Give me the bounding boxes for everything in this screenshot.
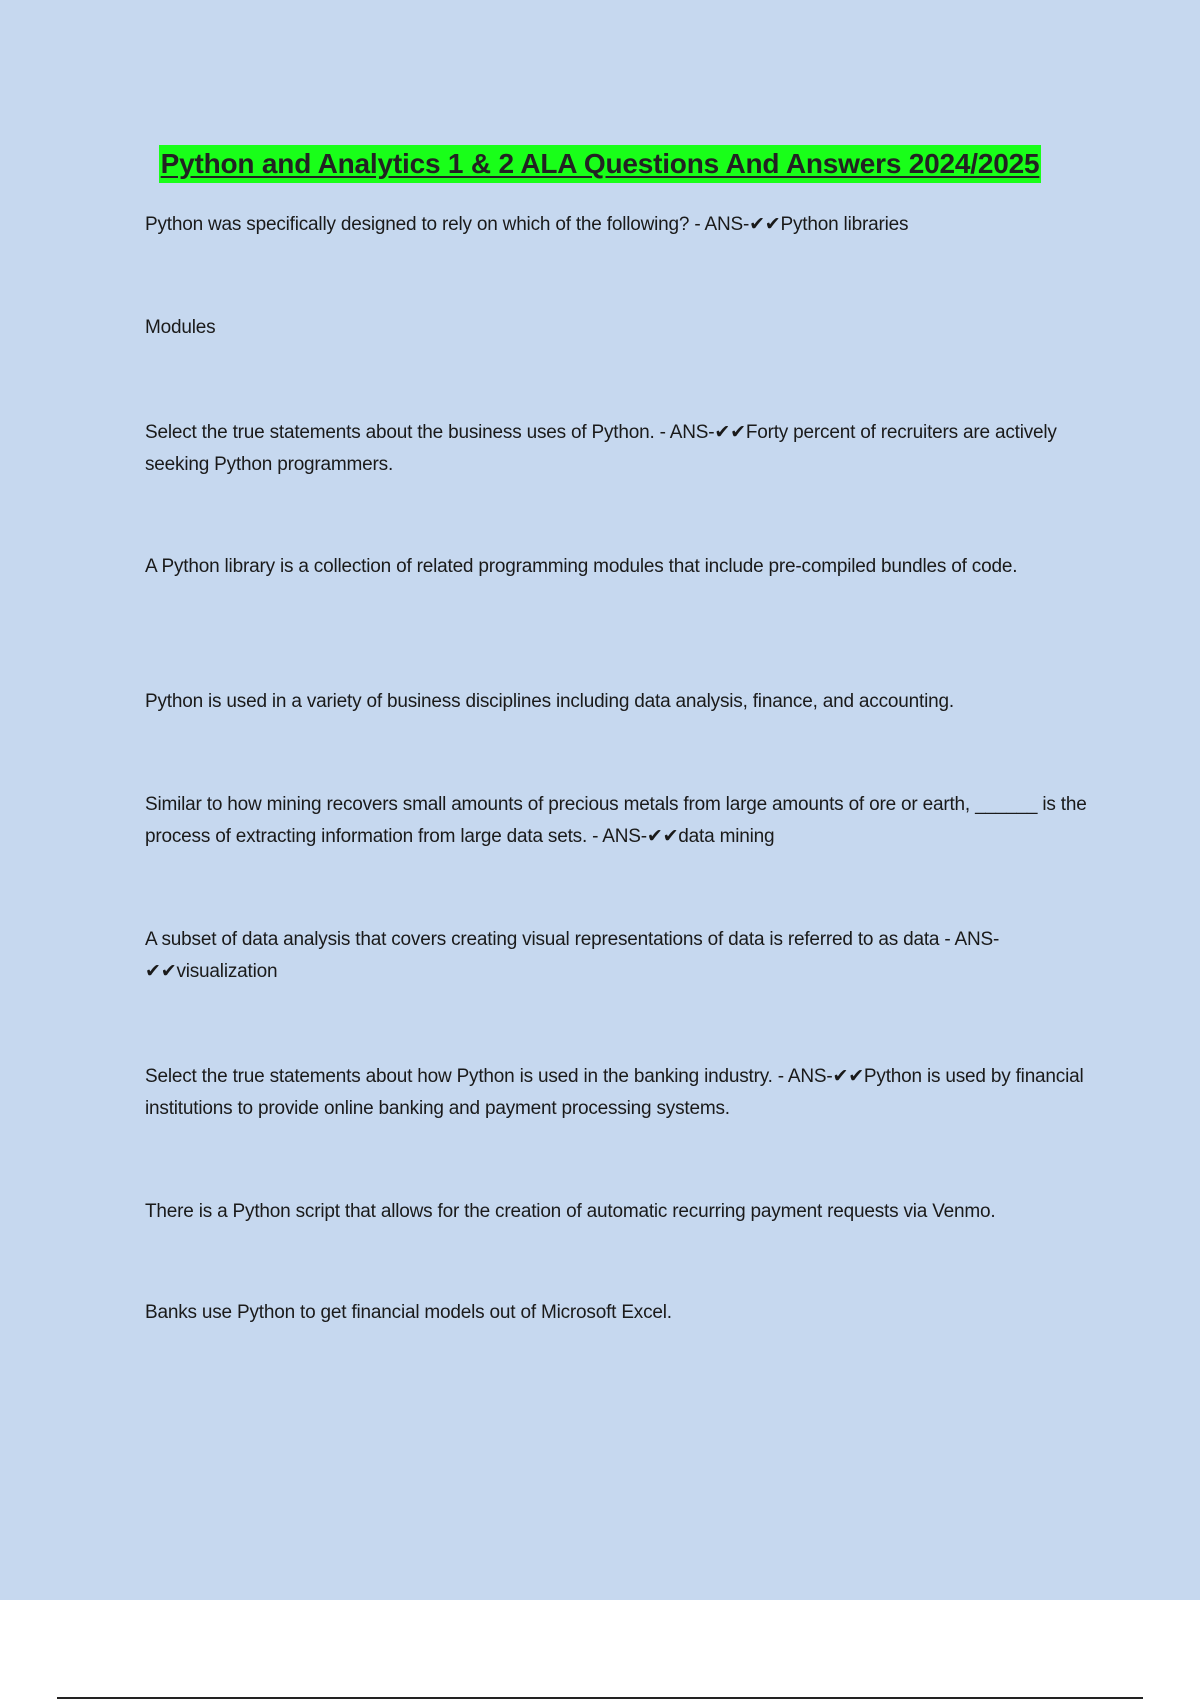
paragraph-9: There is a Python script that allows for the creation of automatic recurring payment requests via Venmo. <box>145 1201 996 1222</box>
paragraph-10: Banks use Python to get financial models out of Microsoft Excel. <box>145 1302 672 1323</box>
title-wrapper <box>0 145 1200 183</box>
footer-rule <box>57 1697 1143 1699</box>
document-title: Python and Analytics 1 & 2 ALA Questions And Answers 2024/2025 <box>159 145 1042 183</box>
paragraph-8: Select the true statements about how Python is used in the banking industry. - ANS-✔✔Python is used by financial institutions to provide online banking and payment processing systems. <box>145 1066 1084 1119</box>
paragraph-6: Similar to how mining recovers small amounts of precious metals from large amounts of ore or earth, ______ is the process of extracting information from large data sets. - ANS-✔✔data mining <box>145 794 1087 847</box>
paragraph-3: Select the true statements about the business uses of Python. - ANS-✔✔Forty percent of recruiters are actively seeking Python programmers. <box>145 422 1057 475</box>
paragraph-2: Modules <box>145 317 216 338</box>
paragraph-1: Python was specifically designed to rely on which of the following? - ANS-✔✔Python libraries <box>145 214 909 235</box>
paragraph-4: A Python library is a collection of related programming modules that include pre-compiled bundles of code. <box>145 556 1018 577</box>
paragraph-7: A subset of data analysis that covers creating visual representations of data is referred to as data - ANS-✔✔visualization <box>145 929 1000 982</box>
paragraph-5: Python is used in a variety of business disciplines including data analysis, finance, and accounting. <box>145 691 954 712</box>
